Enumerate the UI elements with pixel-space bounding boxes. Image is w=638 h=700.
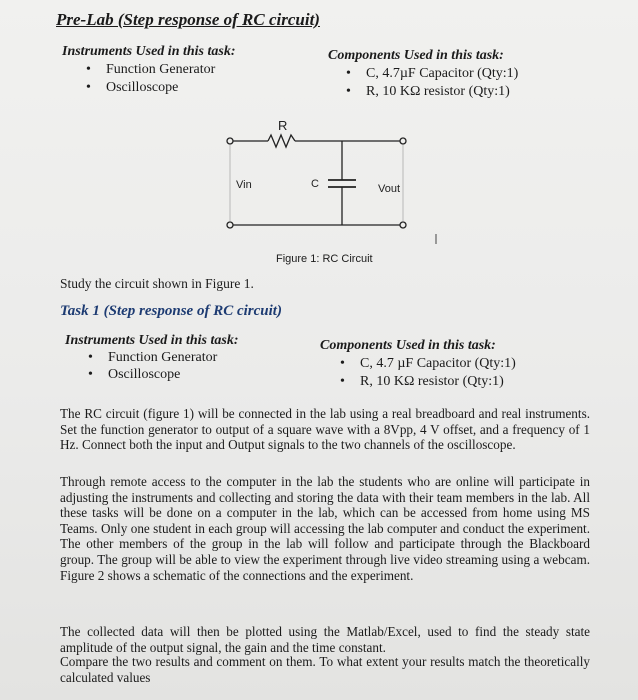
paragraph-data-analysis: The collected data will then be plotted using the Matlab/Excel, used to find the steady state amplitude of the output signal, the gain and the time constant.: [60, 624, 590, 655]
vin-label: Vin: [236, 179, 252, 191]
paragraph-remote-access: Through remote access to the computer in the lab the students who are online will participate in adjusting the instruments and collecting and storing the data with their team members in the lab. All these tasks will be done on a computer in the lab, which can be accessed from home using MS Teams. Only one student in each group will accessing the lab computer and conduct the experiment. The other members of the group in the lab will follow and participate through the Blackboard group. The group will be able to view the experiment through live video streaming using a webcam. Figure 2 shows a schematic of the connections and the experiment.: [60, 474, 590, 583]
capacitor-label: C: [311, 178, 319, 190]
figure-caption: Figure 1: RC Circuit: [276, 253, 373, 265]
vout-bottom-terminal: [400, 222, 406, 228]
prelab-components-heading: Components Used in this task:: [328, 48, 504, 63]
task1-instrument-item: • Function Generator: [88, 350, 218, 365]
vout-top-terminal: [400, 138, 406, 144]
task1-title: Task 1 (Step response of RC circuit): [60, 303, 282, 319]
task1-instrument-item: • Oscilloscope: [88, 367, 181, 382]
vin-bottom-terminal: [227, 222, 233, 228]
prelab-instrument-item: • Function Generator: [86, 62, 216, 77]
task1-component-item: • C, 4.7 µF Capacitor (Qty:1): [340, 356, 516, 371]
paragraph-setup: The RC circuit (figure 1) will be connected in the lab using a real breadboard and real instruments. Set the function generator to output of a square wave with a 8Vpp, 4 V offset, and a frequency of 1 Hz. Connect both the input and Output signals to the two channels of the oscilloscope.: [60, 406, 590, 453]
task1-instruments-heading: Instruments Used in this task:: [65, 333, 239, 348]
prelab-title: Pre-Lab (Step response of RC circuit): [56, 10, 320, 29]
prelab-component-item: • C, 4.7µF Capacitor (Qty:1): [346, 66, 519, 81]
rc-circuit-diagram: [0, 0, 638, 280]
vin-top-terminal: [227, 138, 233, 144]
prelab-instruments-heading: Instruments Used in this task:: [62, 44, 236, 59]
study-instruction: Study the circuit shown in Figure 1.: [60, 276, 254, 291]
resistor-label: R: [278, 118, 288, 133]
task1-component-item: • R, 10 KΩ resistor (Qty:1): [340, 374, 504, 389]
prelab-instrument-item: • Oscilloscope: [86, 80, 179, 95]
task1-components-heading: Components Used in this task:: [320, 338, 496, 353]
prelab-component-item: • R, 10 KΩ resistor (Qty:1): [346, 84, 510, 99]
vout-label: Vout: [378, 183, 401, 195]
paragraph-compare: Compare the two results and comment on them. To what extent your results match the theoretically calculated values: [60, 654, 590, 685]
resistor-symbol: [268, 135, 295, 147]
